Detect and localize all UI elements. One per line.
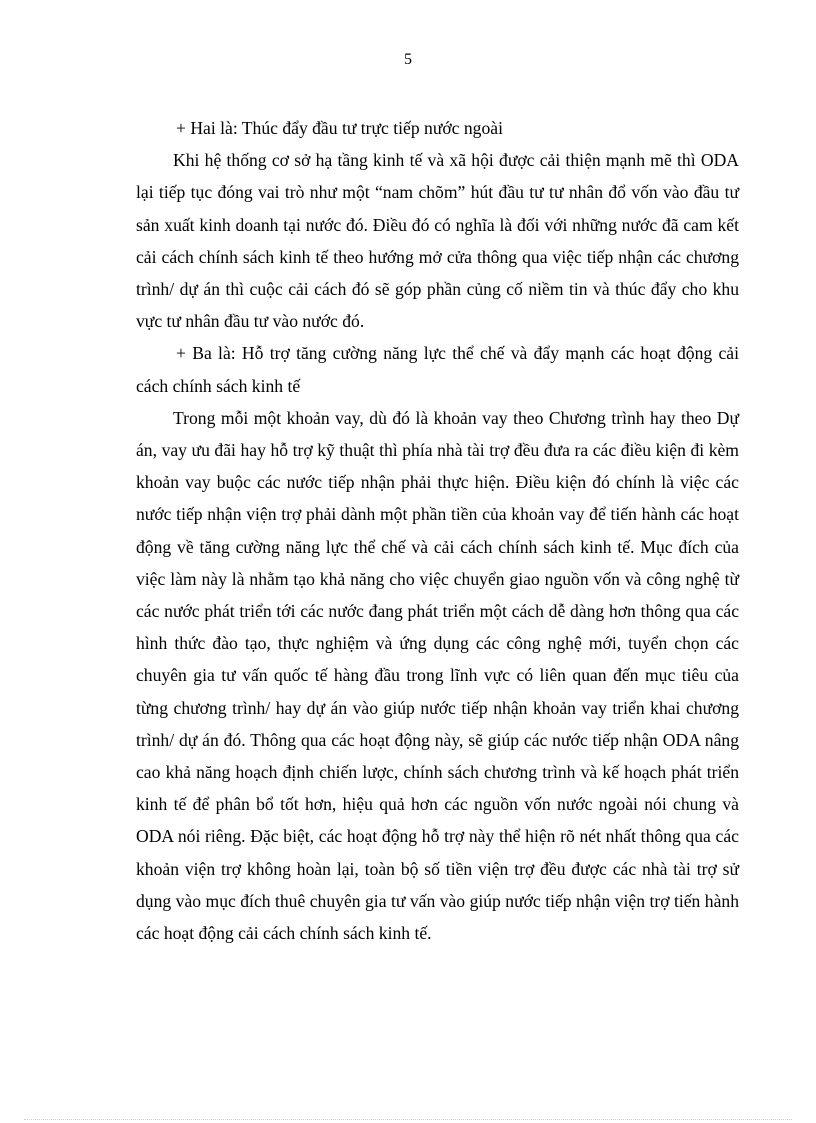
- document-body: [136, 112, 739, 949]
- paragraph-oda-fdi: Khi hệ thống cơ sở hạ tầng kinh tế và xã hội được cải thiện mạnh mẽ thì ODA lại tiếp tục đóng vai trò như một “nam chõm” hút đầu tư tư nhân đổ vốn vào đầu tư sản xuất kinh doanh tại nước đó. Điều đó có nghĩa là đối với những nước đã cam kết cải cách chính sách kinh tế theo hướng mở cửa thông qua việc tiếp nhận các chương trình/ dự án thì cuộc cải cách đó sẽ góp phần củng cố niềm tin và thúc đẩy cho khu vực tư nhân đầu tư vào nước đó.: [136, 150, 739, 332]
- paragraph-institutional-capacity: Trong mỗi một khoản vay, dù đó là khoản vay theo Chương trình hay theo Dự án, vay ưu đãi hay hỗ trợ kỹ thuật thì phía nhà tài trợ đều đưa ra các điều kiện đi kèm khoản vay buộc các nước tiếp nhận phải thực hiện. Điều kiện đó chính là việc các nước tiếp nhận viện trợ phải dành một phần tiền của khoản vay để tiến hành các hoạt động về tăng cường năng lực thể chế và cải cách chính sách kinh tế. Mục đích của việc làm này là nhằm tạo khả năng cho việc chuyển giao nguồn vốn và công nghệ từ các nước phát triển tới các nước đang phát triển một cách dễ dàng hơn thông qua các hình thức đào tạo, thực nghiệm và ứng dụng các công nghệ mới, tuyển chọn các chuyên gia tư vấn quốc tế hàng đầu trong lĩnh vực có liên quan đến mục tiêu của từng chương trình/ hay dự án vào giúp nước tiếp nhận khoản vay triển khai chương trình/ dự án đó. Thông qua các hoạt động này, sẽ giúp các nước tiếp nhận ODA nâng cao khả năng hoạch định chiến lược, chính sách chương trình và kế hoạch phát triển kinh tế để phân bổ tốt hơn, hiệu quả hơn các nguồn vốn nước ngoài nói chung và ODA nói riêng. Đặc biệt, các hoạt động hỗ trợ này thể hiện rõ nét nhất thông qua các khoản viện trợ không hoàn lại, toàn bộ số tiền viện trợ đều được các nhà tài trợ sử dụng vào mục đích thuê chuyên gia tư vấn vào giúp nước tiếp nhận viện trợ tiến hành các hoạt động cải cách chính sách kinh tế.: [136, 407, 739, 944]
- section-heading-ba-la: + Ba là: Hỗ trợ tăng cường năng lực thể chế và đẩy mạnh các hoạt động cải cách chính sách kinh tế: [136, 343, 739, 396]
- page-number: 5: [404, 51, 412, 68]
- section-heading-hai-la: + Hai là: Thúc đẩy đầu tư trực tiếp nước ngoài: [176, 118, 503, 138]
- page-bottom-divider: [24, 1119, 792, 1120]
